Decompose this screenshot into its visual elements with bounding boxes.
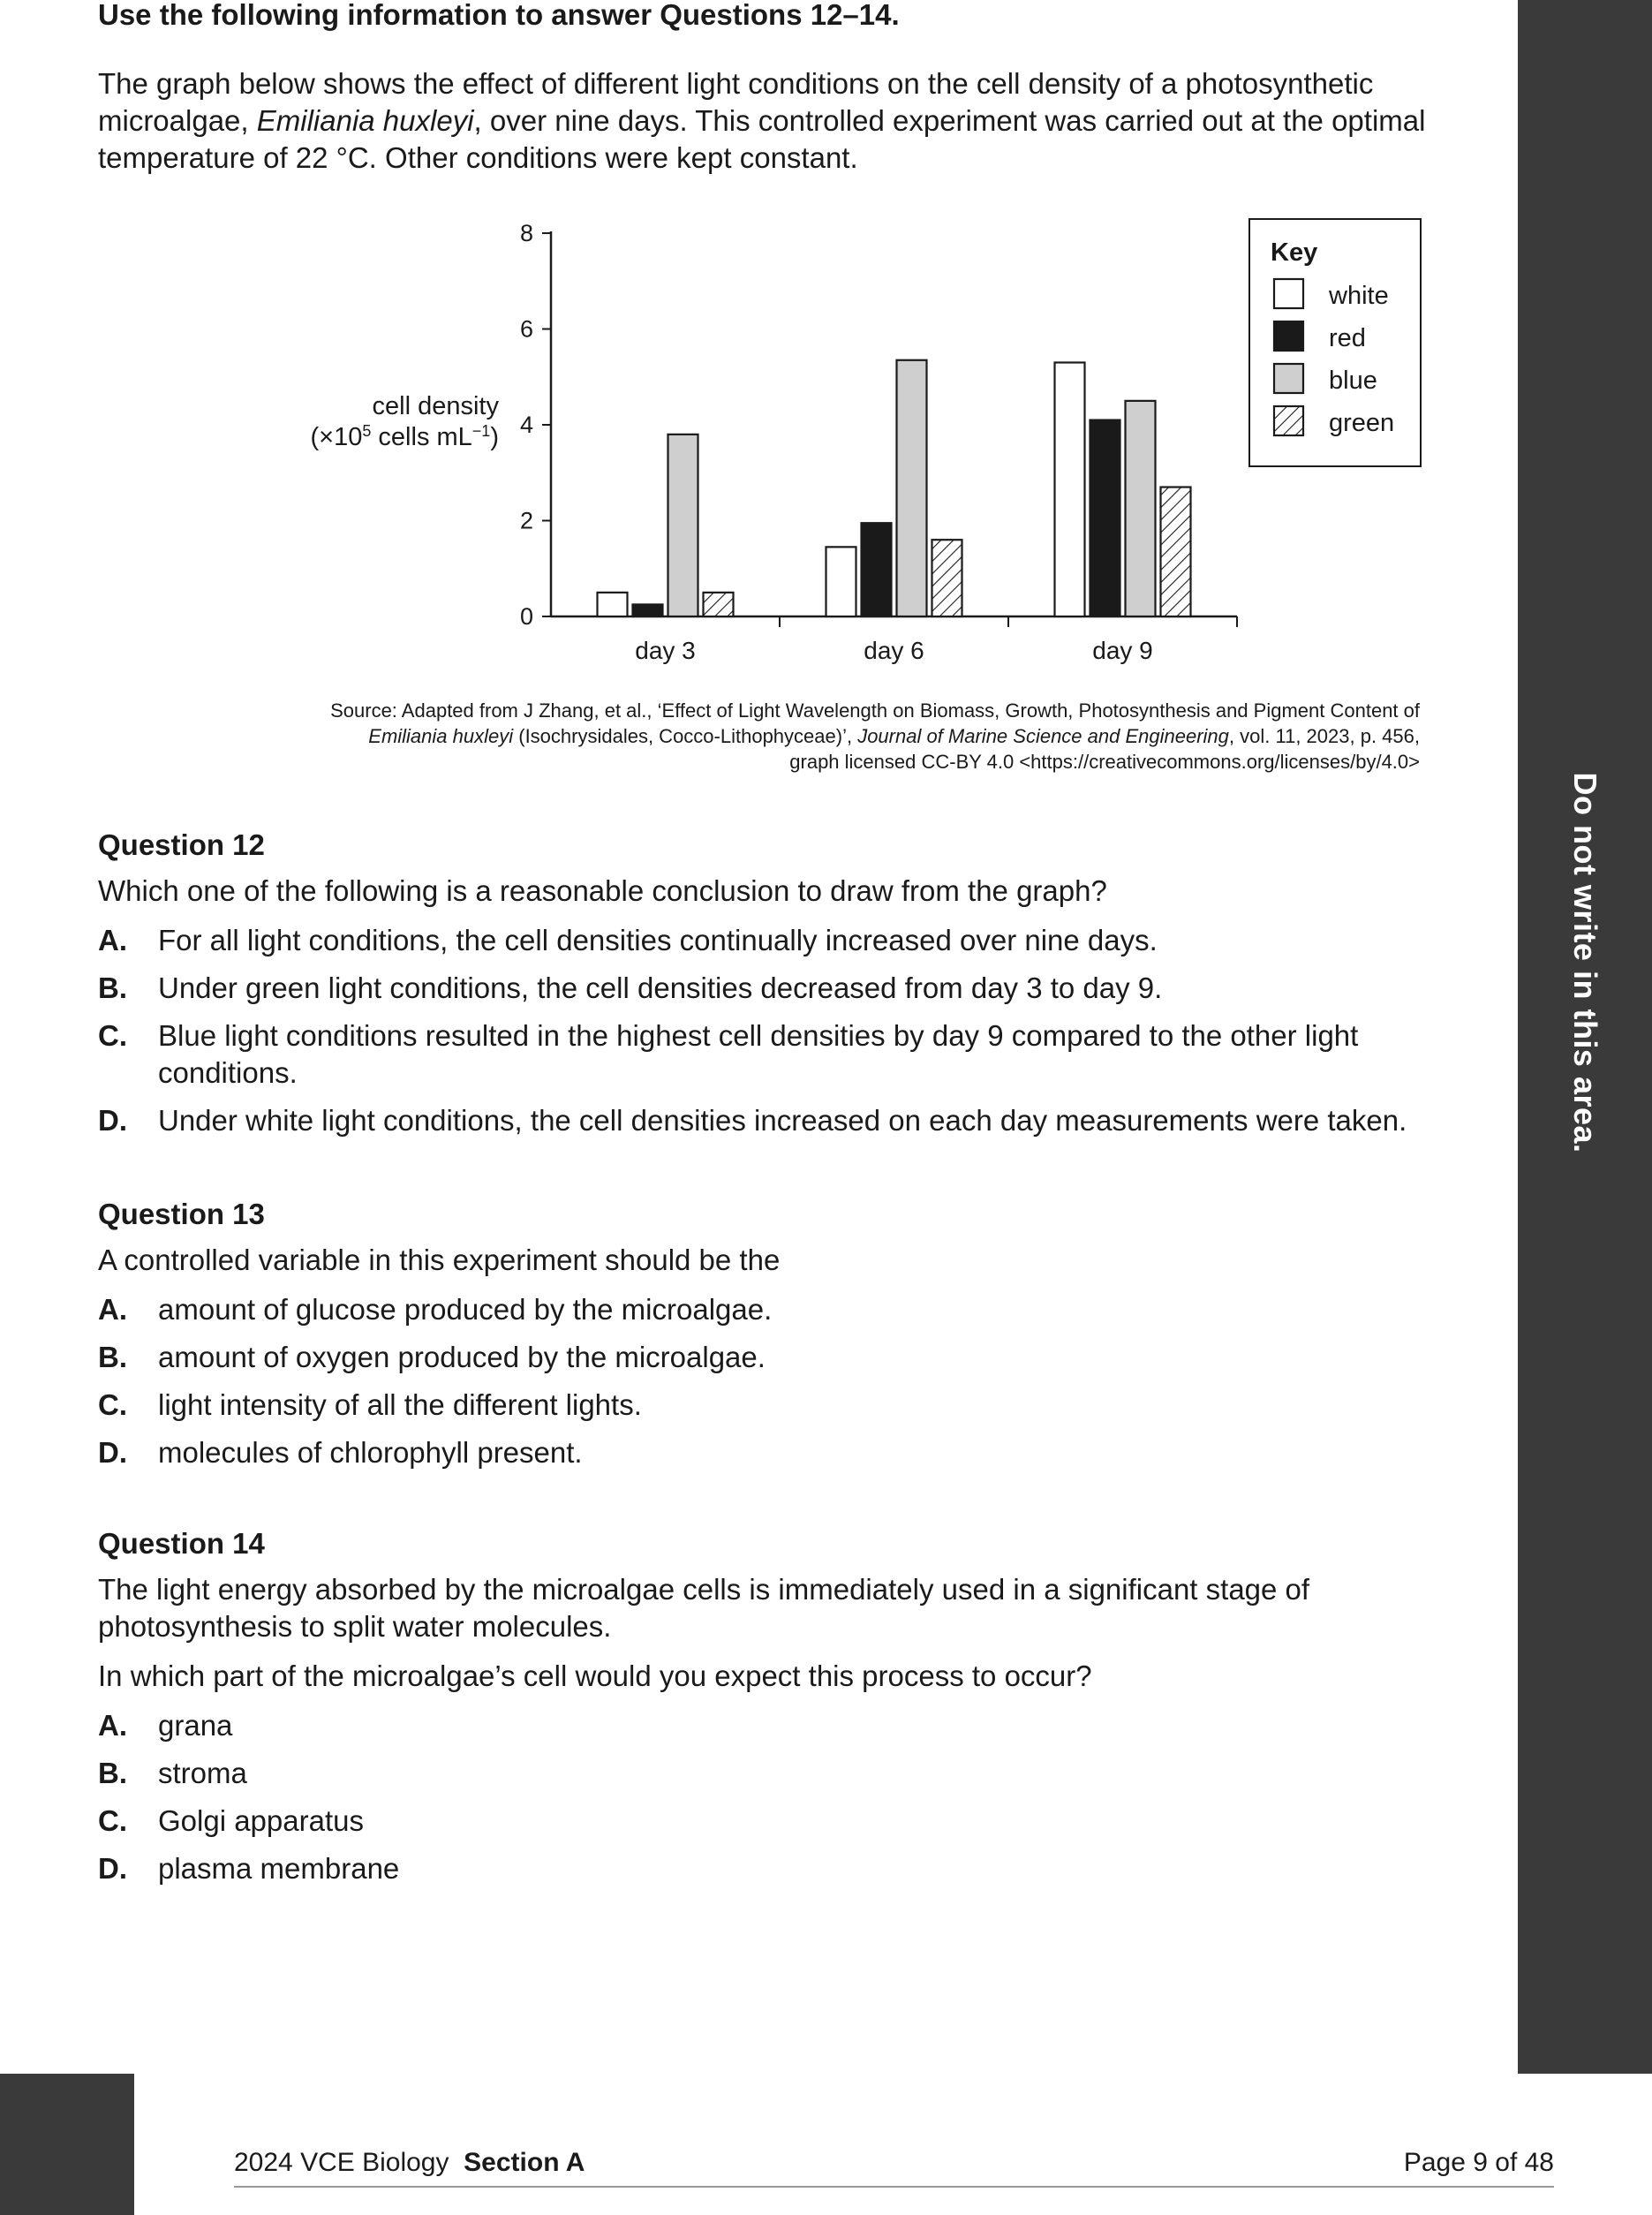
option-d[interactable] <box>98 1102 1475 1139</box>
option-text: Under white light conditions, the cell densities increased on each day measurements were taken. <box>158 1104 1407 1137</box>
legend-label-red: red <box>1329 324 1366 352</box>
intro-heading: Use the following information to answer Questions 12–14. <box>98 0 900 31</box>
x-tick-label: day 6 <box>864 637 924 664</box>
option-b[interactable] <box>98 1755 1475 1792</box>
source-citation <box>98 698 1420 775</box>
source-journal: Journal of Marine Science and Engineering <box>857 725 1229 747</box>
source-line-1: Source: Adapted from J Zhang, et al., ‘Effect of Light Wavelength on Biomass, Growth, Photosynthesis and Pigment Content of <box>330 699 1420 722</box>
bar-blue-day-3 <box>668 435 698 616</box>
source-line-3: graph licensed CC-BY 4.0 <https://creativecommons.org/licenses/by/4.0> <box>789 751 1420 773</box>
intro-text-part1: The graph below shows the effect of different light conditions on the cell density of a photosynthetic microalgae, <box>98 67 1374 137</box>
bar-green-day-3 <box>704 593 734 616</box>
bar-blue-day-6 <box>897 360 927 616</box>
option-text: Golgi apparatus <box>158 1804 364 1837</box>
option-letter: D. <box>98 1104 127 1137</box>
corner-block <box>0 2074 134 2215</box>
option-letter: C. <box>98 1019 127 1052</box>
footer-page-number: Page 9 of 48 <box>1403 2148 1554 2177</box>
bar-green-day-9 <box>1161 488 1191 616</box>
option-text: Under green light conditions, the cell densities decreased from day 3 to day 9. <box>158 971 1163 1004</box>
question-stem: A controlled variable in this experiment should be the <box>98 1244 781 1276</box>
option-a[interactable] <box>98 1707 1475 1744</box>
x-tick-label: day 3 <box>635 637 696 664</box>
legend-swatch-red <box>1274 321 1303 351</box>
species-name: Emiliania huxleyi <box>256 104 474 137</box>
intro-text <box>98 65 1475 177</box>
side-banner-text: Do not write in this area. <box>1567 772 1603 1153</box>
legend-label-green: green <box>1329 409 1395 437</box>
bar-white-day-9 <box>1055 362 1085 616</box>
option-c[interactable] <box>98 1017 1475 1092</box>
option-letter: C. <box>98 1388 127 1421</box>
option-letter: C. <box>98 1804 127 1837</box>
option-letter: D. <box>98 1852 127 1885</box>
option-a[interactable] <box>98 1291 1475 1328</box>
option-letter: B. <box>98 1341 127 1373</box>
source-line-2-rest: (Isochrysidales, Cocco-Lithophyceae)’, <box>513 725 858 747</box>
y-axis-label-line-2: ($\times 10^5$ cells $mL^{-1}$) <box>310 422 499 451</box>
footer-course <box>234 2148 585 2178</box>
bar-white-day-6 <box>826 547 856 616</box>
option-text: molecules of chlorophyll present. <box>158 1436 583 1469</box>
legend-swatch-blue <box>1274 364 1303 393</box>
legend-swatch-white <box>1274 279 1303 308</box>
y-tick-label: 2 <box>519 507 533 534</box>
footer-section: Section A <box>464 2148 585 2177</box>
option-a[interactable] <box>98 922 1475 959</box>
y-axis-label-line-1: cell density <box>372 392 499 420</box>
question-12 <box>98 827 1475 1150</box>
y-tick-label: 0 <box>519 603 533 630</box>
question-title: Question 14 <box>98 1527 265 1560</box>
option-text: amount of glucose produced by the microalgae. <box>158 1293 773 1326</box>
question-14 <box>98 1525 1475 1898</box>
option-c[interactable] <box>98 1387 1475 1424</box>
bar-white-day-3 <box>598 593 628 616</box>
option-letter: A. <box>98 924 127 956</box>
y-tick-label: 8 <box>519 220 533 246</box>
option-text: light intensity of all the different lights. <box>158 1388 642 1421</box>
option-d[interactable] <box>98 1850 1475 1887</box>
legend-swatch-green <box>1274 406 1303 435</box>
question-13 <box>98 1196 1475 1482</box>
bar-blue-day-9 <box>1126 401 1156 616</box>
x-tick-label: day 9 <box>1092 637 1153 664</box>
option-b[interactable] <box>98 970 1475 1007</box>
page-footer <box>234 2146 1554 2188</box>
option-text: amount of oxygen produced by the microalgae. <box>158 1341 766 1373</box>
option-letter: A. <box>98 1709 127 1742</box>
question-stem-2: In which part of the microalgae’s cell would you expect this process to occur? <box>98 1659 1092 1692</box>
question-title: Question 13 <box>98 1198 265 1230</box>
bar-chart-svg <box>257 212 1537 671</box>
option-text: Blue light conditions resulted in the highest cell densities by day 9 compared to the other light conditions. <box>158 1019 1359 1089</box>
option-letter: B. <box>98 1757 127 1789</box>
legend-label-white: white <box>1329 282 1389 310</box>
bar-red-day-6 <box>862 523 892 616</box>
option-text: plasma membrane <box>158 1852 400 1885</box>
intro-text-part2: , over nine days. This controlled experiment was carried out at the optimal temperature of 22 °C. Other conditions were kept constant. <box>98 104 1426 174</box>
bar-red-day-3 <box>633 604 663 616</box>
option-text: stroma <box>158 1757 247 1789</box>
source-line-2-end: , vol. 11, 2023, p. 456, <box>1228 725 1420 747</box>
option-d[interactable] <box>98 1434 1475 1471</box>
option-letter: A. <box>98 1293 127 1326</box>
question-stem: Which one of the following is a reasonable conclusion to draw from the graph? <box>98 874 1107 907</box>
y-tick-label: 6 <box>519 315 533 343</box>
option-letter: B. <box>98 971 127 1004</box>
question-stem-1: The light energy absorbed by the microalgae cells is immediately used in a significant stage of photosynthesis to split water molecules. <box>98 1573 1310 1643</box>
option-c[interactable] <box>98 1803 1475 1840</box>
bar-red-day-9 <box>1090 420 1120 616</box>
source-line-2 <box>98 723 1420 749</box>
question-title: Question 12 <box>98 828 265 861</box>
option-text: For all light conditions, the cell densities continually increased over nine days. <box>158 924 1158 956</box>
option-text: grana <box>158 1709 233 1742</box>
bar-green-day-6 <box>932 540 962 616</box>
y-tick-label: 4 <box>519 412 533 438</box>
source-species: Emiliania huxleyi <box>368 725 514 747</box>
footer-course-name: 2024 VCE Biology <box>234 2148 449 2177</box>
option-b[interactable] <box>98 1339 1475 1376</box>
bar-chart <box>257 212 1537 671</box>
legend-title: Key <box>1271 238 1318 267</box>
legend-label-blue: blue <box>1329 367 1377 395</box>
option-letter: D. <box>98 1436 127 1469</box>
